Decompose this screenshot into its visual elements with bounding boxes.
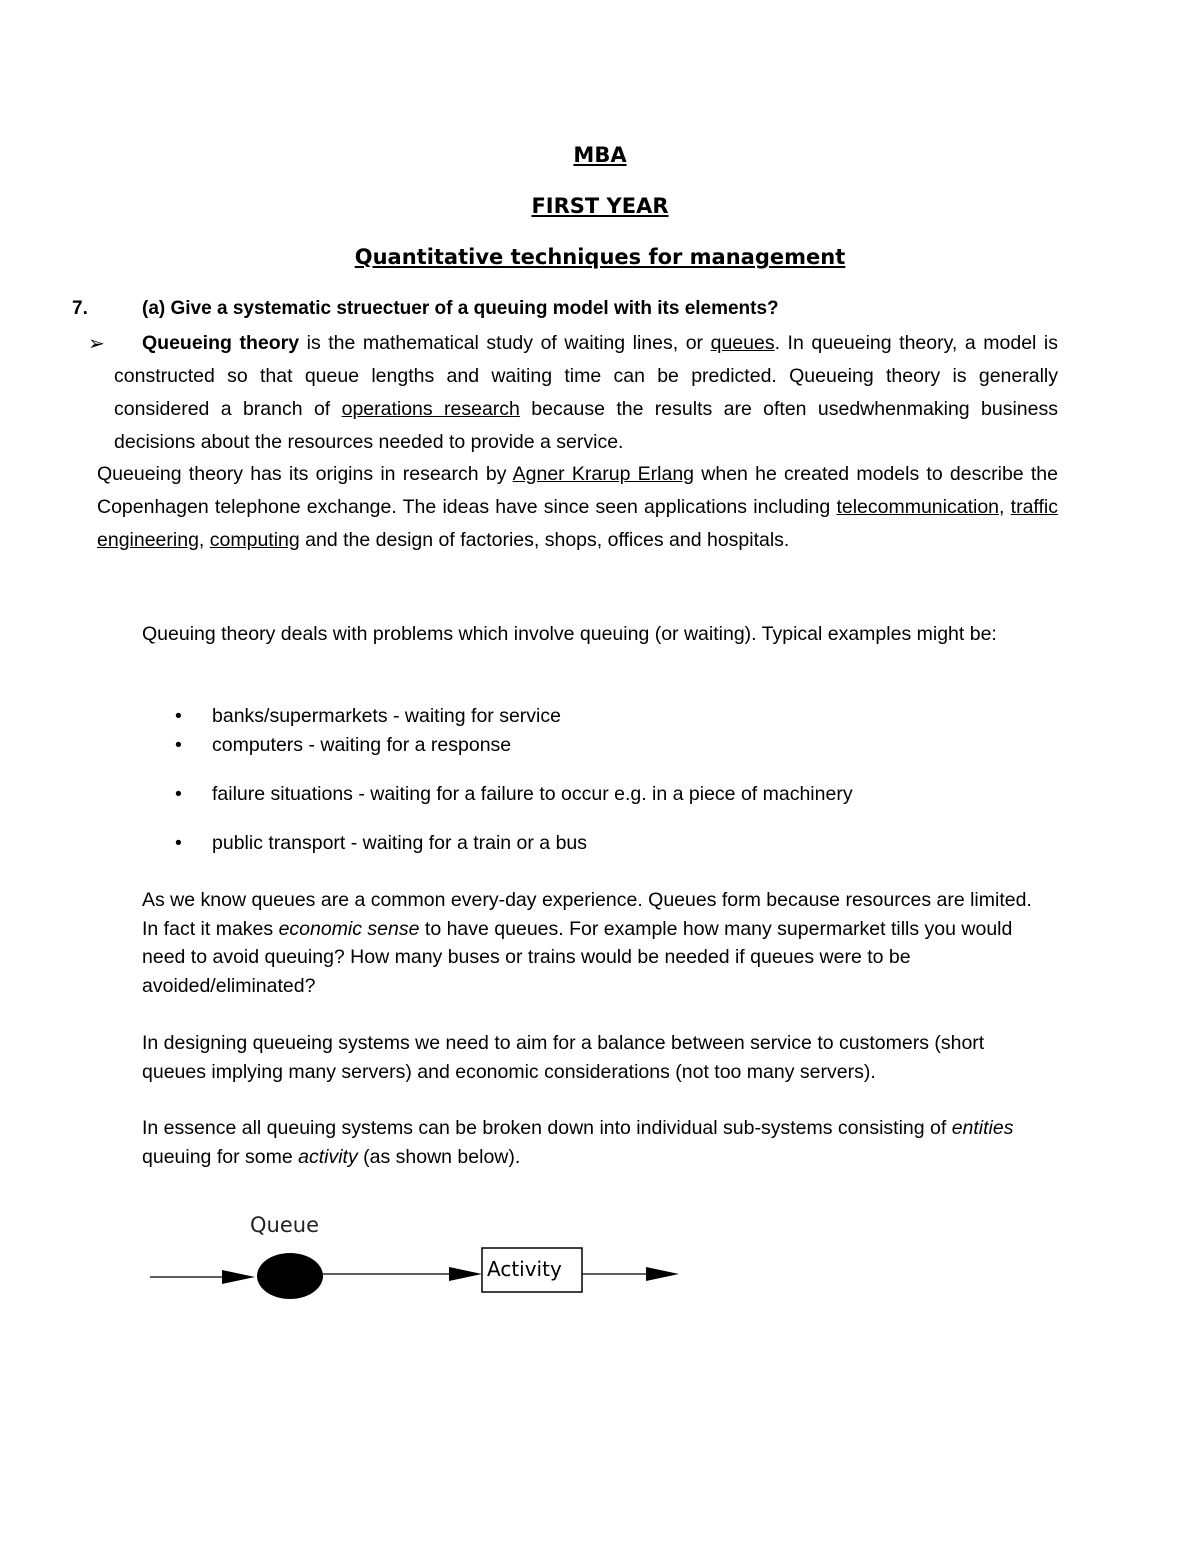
term-queueing-theory: Queueing theory [142, 332, 300, 354]
text-run: when he created models to describe the Copenhagen telephone exchange. The ideas have since seen applications including [97, 463, 1058, 518]
text-run: , [999, 496, 1011, 518]
text-run: queuing for some [142, 1145, 299, 1168]
queue-node [257, 1253, 323, 1299]
text-run: . In queueing theory, a model is constructed so that queue lengths and waiting time can be predicted. Queueing theory is generally considered a branch of [114, 332, 1059, 420]
link-queues[interactable]: queues [710, 332, 775, 354]
queue-label: Queue [250, 1213, 319, 1237]
link-operations-research[interactable]: operations research [341, 398, 520, 420]
paragraph-intro: Queuing theory deals with problems which involve queuing (or waiting). Typical examples might be: [142, 623, 997, 645]
text-run: and the design of factories, shops, offices and hospitals. [299, 529, 790, 551]
bullet-icon: • [175, 832, 182, 854]
bullet-icon: • [175, 783, 182, 805]
activity-label: Activity [487, 1257, 562, 1281]
text-run: to have queues. For example how many supermarket tills you would need to avoid queuing? How many buses or trains would be needed if queues were to be avoided/eliminated? [142, 917, 1013, 997]
bullet-icon: • [175, 734, 182, 756]
bullet-icon: • [175, 705, 182, 727]
emphasis-economic-sense: economic sense [278, 917, 420, 940]
link-traffic-engineering[interactable]: traffic engineering [97, 496, 1058, 551]
question-text: (a) Give a systematic struectuer of a queuing model with its elements? [142, 298, 779, 319]
heading-first-year: FIRST YEAR [531, 194, 669, 218]
link-erlang[interactable]: Agner Krarup Erlang [512, 463, 695, 485]
emphasis-activity: activity [298, 1145, 358, 1168]
text-run: (as shown below). [357, 1145, 521, 1168]
list-item: computers - waiting for a response [212, 734, 512, 756]
emphasis-entities: entities [951, 1117, 1014, 1139]
text-run: , [198, 529, 210, 551]
arrow-out-head [646, 1267, 679, 1281]
list-item: failure situations - waiting for a failure to occur e.g. in a piece of machinery [212, 783, 853, 805]
question-number: 7. [72, 298, 88, 319]
link-telecommunication[interactable]: telecommunication [836, 496, 1000, 518]
text-run: because the results are often usedwhenmaking business decisions about the resources needed to provide a service. [114, 398, 1058, 453]
text-run: In essence all queuing systems can be broken down into individual sub-systems consisting of [142, 1117, 952, 1139]
list-item: banks/supermarkets - waiting for service [212, 705, 561, 727]
text-run: Queueing theory has its origins in research by [97, 463, 513, 485]
paragraph-designing: In designing queueing systems we need to aim for a balance between service to customers (short queues implying many servers) and economic considerations (not too many servers). [142, 1032, 985, 1083]
arrow-bullet-icon: ➢ [88, 333, 105, 355]
heading-mba: MBA [573, 143, 627, 167]
arrow-mid-head [449, 1267, 482, 1281]
arrow-in-head [222, 1270, 255, 1284]
link-computing[interactable]: computing [209, 529, 300, 551]
text-run: is the mathematical study of waiting lines, or [299, 332, 711, 354]
text-run: As we know queues are a common every-day experience. Queues form because resources are limited. In fact it makes [142, 889, 1032, 940]
heading-subject: Quantitative techniques for management [354, 245, 846, 269]
list-item: public transport - waiting for a train or a bus [212, 832, 588, 854]
